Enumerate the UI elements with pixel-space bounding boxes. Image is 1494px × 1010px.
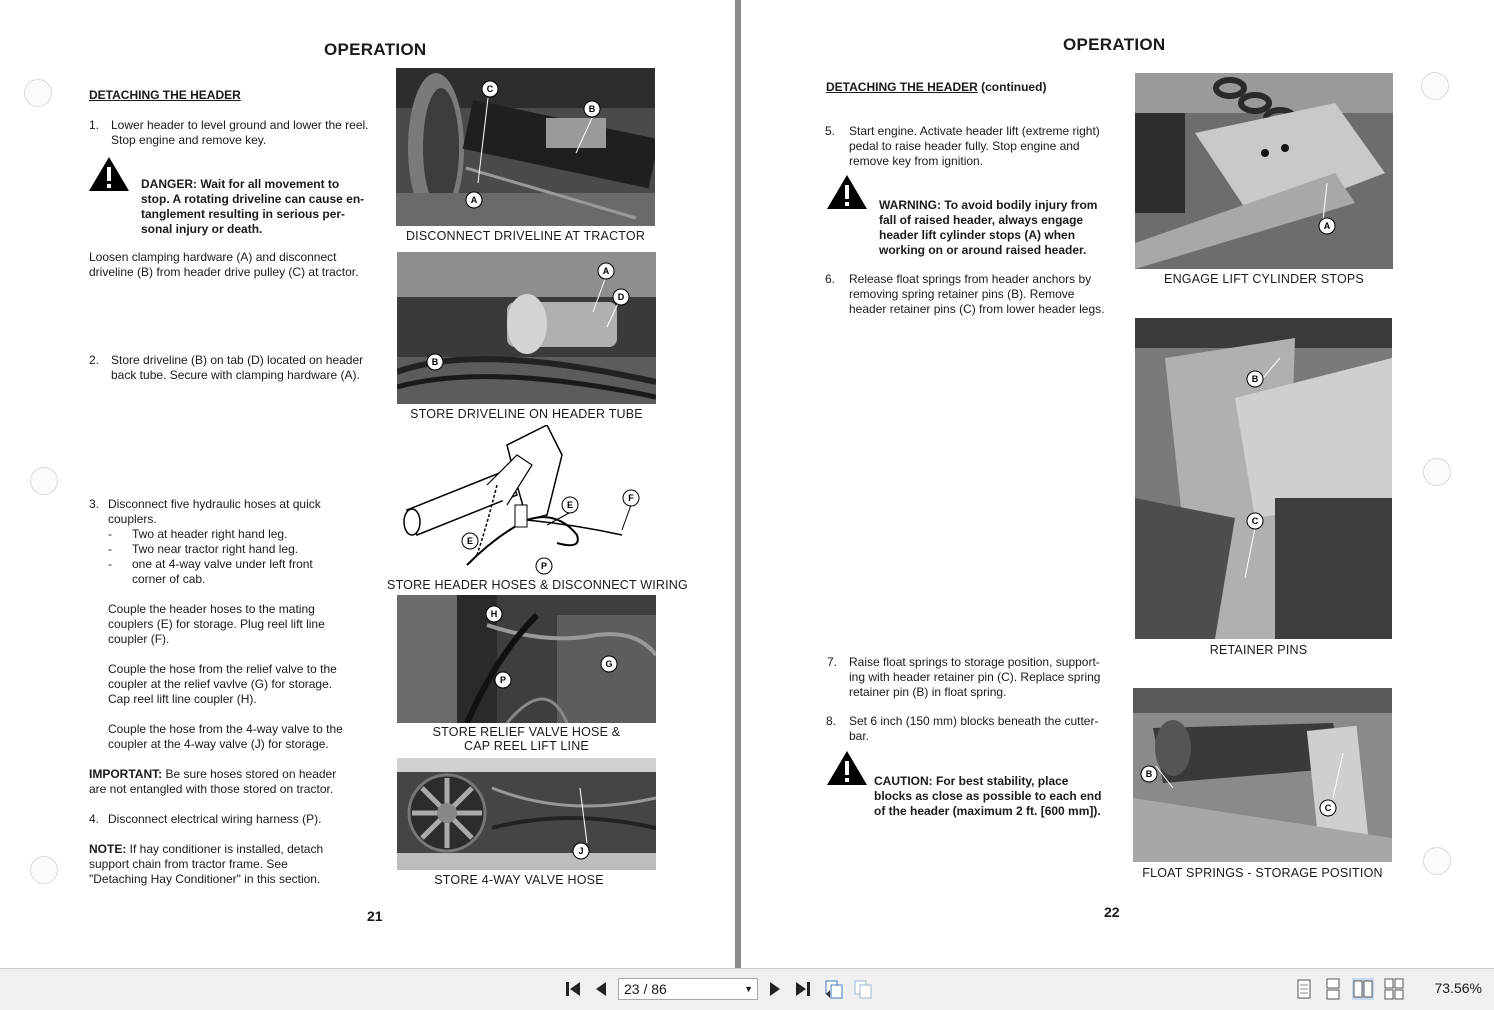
step-4: 4. Disconnect electrical wiring harness (P).	[89, 812, 322, 826]
callout-c: C	[486, 84, 494, 94]
list-item: - one at 4-way valve under left front	[108, 557, 389, 572]
binder-hole	[30, 856, 58, 884]
warning-notice: WARNING: To avoid bodily injury from fall of raised header, always engage header lift cylinder stops (A) when working on or around raised header.	[879, 198, 1098, 257]
continuous-view-icon[interactable]	[1322, 978, 1344, 1000]
photo-retainer-pins	[1135, 318, 1392, 639]
callout-c: C	[1251, 516, 1259, 526]
figure-caption: ENGAGE LIFT CYLINDER STOPS	[1164, 272, 1364, 286]
page-number: 22	[1104, 904, 1120, 920]
first-page-icon[interactable]	[562, 978, 584, 1000]
page-heading: OPERATION	[324, 40, 427, 59]
callout-a: A	[1323, 221, 1331, 231]
last-page-icon[interactable]	[792, 978, 814, 1000]
binder-hole	[1423, 458, 1451, 486]
callout-h: H	[490, 609, 498, 619]
step-6: 6. Release float springs from header anchors by removing spring retainer pins (B). Remove header retainer pins (C) from lower header legs.	[825, 272, 1105, 316]
photo-four-way-valve-hose	[397, 758, 656, 870]
callout-j: J	[578, 846, 584, 856]
dropdown-arrow-icon[interactable]: ▼	[744, 984, 753, 994]
step-5: 5. Start engine. Activate header lift (extreme right) pedal to raise header fully. Stop engine and remove key from ignition.	[825, 124, 1100, 168]
single-page-view-icon[interactable]	[1293, 978, 1315, 1000]
list-item: - Two near tractor right hand leg.	[108, 542, 389, 557]
hose-list	[89, 527, 389, 587]
step-2: 2. Store driveline (B) on tab (D) located on header back tube. Secure with clamping hardware (A).	[89, 353, 364, 382]
previous-view-icon[interactable]	[823, 978, 845, 1000]
callout-e: E	[566, 500, 574, 510]
warning-triangle-icon	[826, 750, 868, 786]
binder-hole	[1423, 847, 1451, 875]
list-item: corner of cab.	[132, 572, 206, 586]
section-title: DETACHING THE HEADER (continued)	[826, 80, 1047, 94]
callout-p: P	[540, 561, 548, 571]
danger-notice: DANGER: Wait for all movement to stop. A rotating driveline can cause en- tanglement resulting in serious per- sonal injury or death.	[141, 177, 365, 236]
paragraph-couple-1: Couple the header hoses to the mating couplers (E) for storage. Plug reel lift line coupler (F).	[108, 602, 325, 646]
callout-c: C	[1324, 803, 1332, 813]
document-page-right	[741, 0, 1494, 968]
callout-f: F	[628, 493, 634, 503]
figure-caption: RETAINER PINS	[1209, 643, 1308, 657]
document-page-left	[0, 0, 735, 968]
step-7: 7. Raise float springs to storage position, support- ing with header retainer pin (C). Replace spring retainer pin (B) in float spring.	[827, 655, 1101, 699]
zoom-level[interactable]: 73.56%	[1434, 980, 1482, 996]
figure-caption: DISCONNECT DRIVELINE AT TRACTOR	[405, 229, 646, 243]
section-title: DETACHING THE HEADER	[89, 88, 241, 102]
callout-g: G	[605, 659, 613, 669]
callout-b: B	[1145, 769, 1153, 779]
photo-disconnect-driveline	[396, 68, 655, 226]
paragraph-couple-2: Couple the hose from the relief valve to the coupler at the relief vavlve (G) for storage. Cap reel lift line coupler (H).	[108, 662, 337, 706]
binder-hole	[1421, 72, 1449, 100]
warning-triangle-icon	[88, 156, 130, 192]
callout-a: A	[602, 266, 610, 276]
viewer-toolbar	[0, 968, 1494, 1010]
step-3: 3. Disconnect five hydraulic hoses at quick couplers. - Two at header right hand leg. - Two near tractor right hand leg. - one at 4-way valve under left front corner of cab.	[89, 497, 389, 587]
figure-caption: STORE DRIVELINE ON HEADER TUBE	[410, 407, 643, 421]
step-8: 8. Set 6 inch (150 mm) blocks beneath the cutter- bar.	[826, 714, 1099, 743]
page-number: 21	[367, 908, 383, 924]
paragraph-couple-3: Couple the hose from the 4-way valve to the coupler at the 4-way valve (J) for storage.	[108, 722, 343, 751]
figure-caption: STORE 4-WAY VALVE HOSE	[434, 873, 604, 887]
step-1: 1. Lower header to level ground and lower the reel. Stop engine and remove key.	[89, 118, 369, 147]
facing-view-icon[interactable]	[1352, 978, 1374, 1000]
callout-b: B	[1251, 374, 1259, 384]
caution-notice: CAUTION: For best stability, place blocks as close as possible to each end of the header (maximum 2 ft. [600 mm]).	[874, 774, 1102, 818]
drawing-header-hoses	[397, 425, 656, 575]
figure-caption: STORE RELIEF VALVE HOSE & CAP REEL LIFT LINE	[432, 725, 621, 753]
figure-caption: STORE HEADER HOSES & DISCONNECT WIRING	[387, 578, 688, 592]
photo-relief-valve-hose	[397, 595, 656, 723]
list-item: - Two at header right hand leg.	[108, 527, 389, 542]
binder-hole	[24, 79, 52, 107]
figure-caption: FLOAT SPRINGS - STORAGE POSITION	[1142, 866, 1383, 880]
callout-e: E	[466, 536, 474, 546]
continuous-facing-view-icon[interactable]	[1383, 978, 1405, 1000]
photo-float-springs-storage	[1133, 688, 1392, 862]
callout-b: B	[588, 104, 596, 114]
next-view-icon[interactable]	[852, 978, 874, 1000]
photo-engage-lift-cylinder-stops	[1135, 73, 1393, 269]
next-page-icon[interactable]	[764, 978, 786, 1000]
warning-triangle-icon	[826, 174, 868, 210]
photo-store-driveline	[397, 252, 656, 404]
callout-p: P	[499, 675, 507, 685]
paragraph-loosen: Loosen clamping hardware (A) and disconnect driveline (B) from header drive pulley (C) at tractor.	[89, 250, 359, 279]
callout-d: D	[617, 292, 625, 302]
important-notice: IMPORTANT: Be sure hoses stored on header are not entangled with those stored on tractor.	[89, 767, 337, 796]
callout-b: B	[431, 357, 439, 367]
previous-page-icon[interactable]	[590, 978, 612, 1000]
binder-hole	[30, 467, 58, 495]
callout-a: A	[470, 195, 478, 205]
page-heading: OPERATION	[1063, 35, 1166, 54]
page-number-select[interactable]: 23 / 86 ▼	[618, 978, 758, 1000]
note-notice: NOTE: If hay conditioner is installed, detach support chain from tractor frame. See "Detaching Hay Conditioner" in this section.	[89, 842, 324, 886]
